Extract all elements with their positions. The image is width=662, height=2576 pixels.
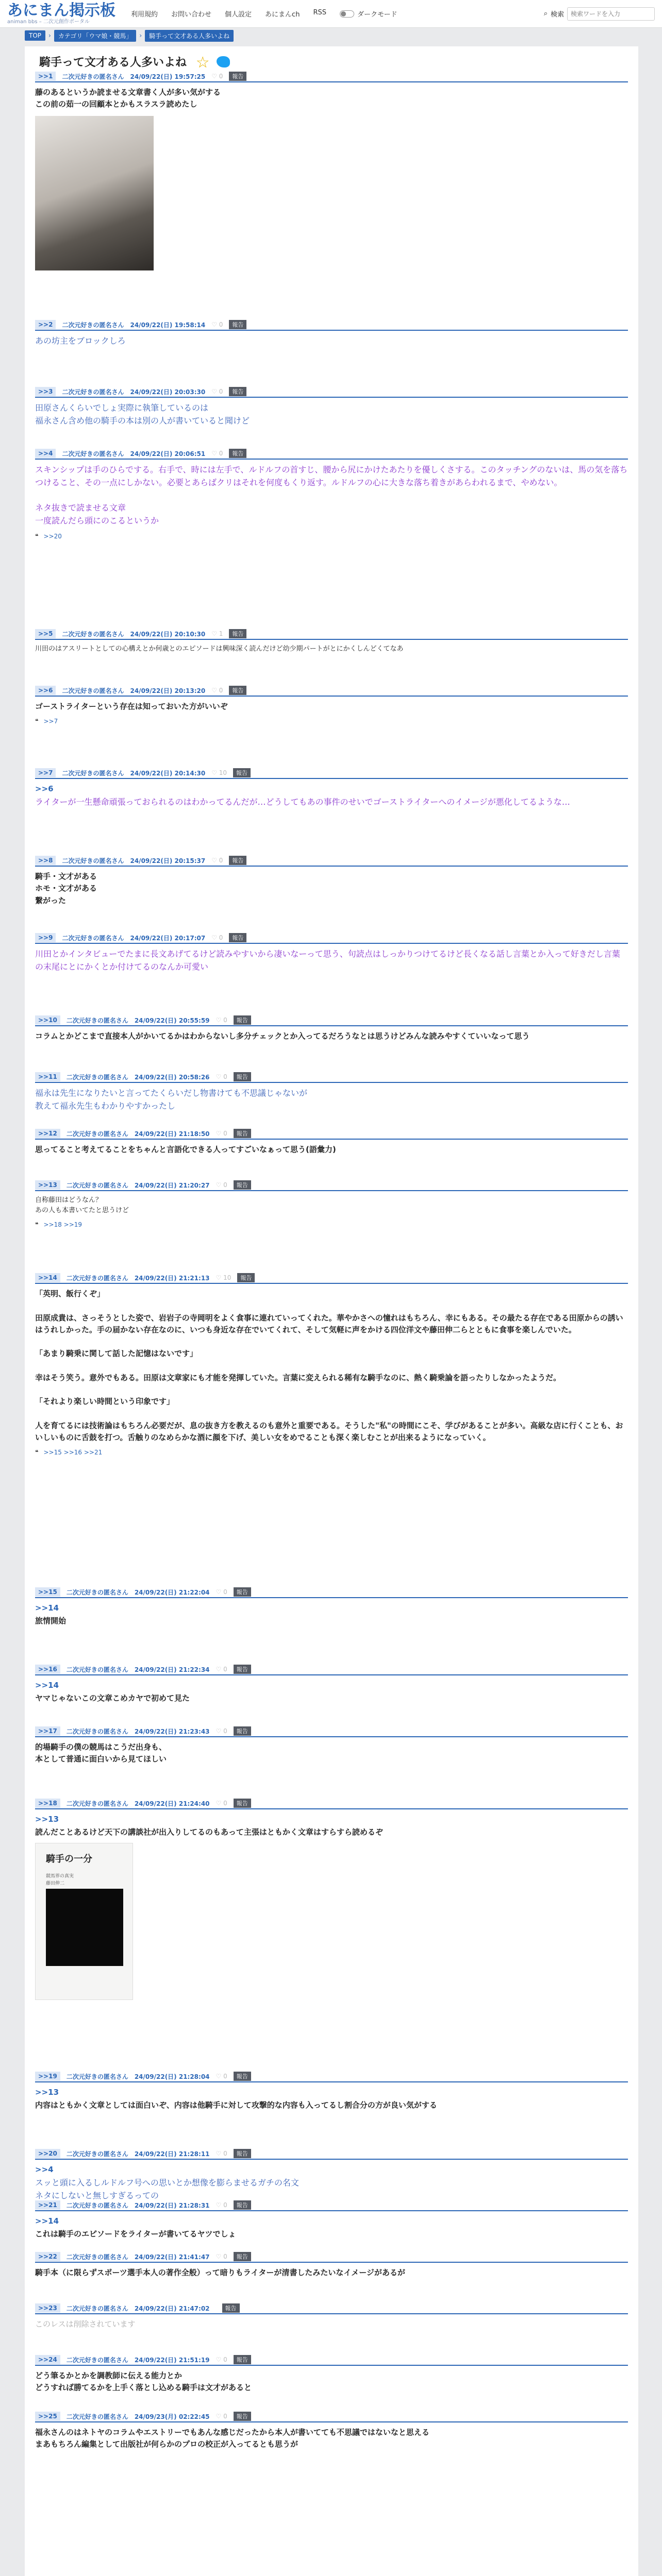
reply-icon: ❝ <box>35 1221 39 1229</box>
post-date: 24/09/22(日) 20:58:26 <box>134 1073 210 1081</box>
like-count[interactable]: ♡ 0 <box>211 857 223 864</box>
dark-mode-label: ダークモード <box>357 11 398 19</box>
reply-link-list[interactable]: >>7 <box>43 718 58 725</box>
post-date: 24/09/22(日) 21:18:50 <box>134 1130 210 1138</box>
post-body: 読んだことあるけど天下の講談社が出入りしてるのもあって主張はともかく文章はすらすら読めるぞ <box>35 1827 383 1837</box>
post-author: 二次元好きの匿名さん <box>66 2201 128 2209</box>
post-date: 24/09/23(月) 02:22:45 <box>134 2413 210 2420</box>
report-button[interactable]: 報告 <box>234 2072 251 2081</box>
post-header <box>35 1798 628 1809</box>
post-body: 的場騎手の僕の競馬はこうだ出身も、 本として普通に面白いから見てほしい <box>35 1742 167 1764</box>
post-body: このレスは削除されています <box>35 2319 136 2329</box>
post-number[interactable]: >>4 <box>35 449 56 458</box>
post-body: 田原さんくらいでしょ実際に執筆しているのは 福永さん含め他の騎手の本は別の人が書いていると聞けど <box>35 403 250 426</box>
nav-rss[interactable]: RSS <box>313 9 326 16</box>
post-author: 二次元好きの匿名さん <box>66 1800 128 1807</box>
post <box>35 1015 628 1042</box>
post-date: 24/09/22(日) 21:21:13 <box>134 1274 210 1282</box>
post <box>35 2354 628 2394</box>
dark-mode-switch[interactable] <box>340 9 397 19</box>
post-number[interactable]: >>9 <box>35 933 56 942</box>
report-button[interactable]: 報告 <box>234 1129 251 1138</box>
post-header <box>35 629 628 640</box>
chevron-right-icon: › <box>48 32 51 39</box>
post-header <box>35 2251 628 2263</box>
post-number[interactable]: >>14 <box>35 1273 60 1282</box>
like-count[interactable]: ♡ 0 <box>216 2253 227 2260</box>
post <box>35 685 628 725</box>
like-count[interactable]: ♡ 10 <box>211 769 227 776</box>
post-body: スッと頭に入るしルドルフ号への思いとか想像を膨らませるガチの名文 ネタにしないと無しすぎるっての <box>35 2178 299 2201</box>
post-body: 福永は先生になりたいと言ってたくらいだし物書けても不思議じゃないが 教えて福永先生もわかりやすかったし <box>35 1088 308 1111</box>
post-body: 川田のはアスリートとしての心構えとか何歳とのエピソードは興味深く読んだけど幼少期パートがとにかくしんどくてなあ <box>35 645 404 653</box>
post-header <box>35 1180 628 1191</box>
like-count[interactable]: ♡ 0 <box>216 1727 227 1735</box>
post-number[interactable]: >>24 <box>35 2355 60 2364</box>
post-body: 自称藤田はどうなん？ あの人も本書いてたと思うけど <box>35 1196 129 1215</box>
post-body: ゴーストライターという存在は知っておいた方がいいぞ <box>35 702 228 711</box>
like-count[interactable]: ♡ 0 <box>216 1181 227 1189</box>
post-number[interactable]: >>23 <box>35 2303 60 2313</box>
report-button[interactable]: 報告 <box>234 2149 251 2158</box>
like-count[interactable]: ♡ 10 <box>216 1274 231 1281</box>
post-header <box>35 448 628 460</box>
logo-title[interactable]: あにまん掲示板 <box>7 1 115 20</box>
post-number[interactable]: >>11 <box>35 1072 60 1081</box>
like-count[interactable]: ♡ 0 <box>211 321 223 328</box>
post <box>35 2303 628 2330</box>
post <box>35 933 628 974</box>
like-count[interactable]: ♡ 0 <box>216 2356 227 2363</box>
like-count[interactable]: ♡ 1 <box>211 630 223 637</box>
report-button[interactable]: 報告 <box>229 856 246 865</box>
reply-links[interactable] <box>35 1221 628 1228</box>
post-number[interactable]: >>12 <box>35 1129 60 1138</box>
post-header <box>35 386 628 398</box>
report-button[interactable]: 報告 <box>234 2200 251 2210</box>
report-button[interactable]: 報告 <box>234 1587 251 1597</box>
post-author: 二次元好きの匿名さん <box>66 2304 128 2312</box>
post-date: 24/09/22(日) 21:28:31 <box>134 2201 210 2209</box>
site-logo[interactable] <box>7 3 115 25</box>
report-button[interactable]: 報告 <box>233 768 251 777</box>
report-button[interactable]: 報告 <box>229 449 246 458</box>
post-date: 24/09/22(日) 20:14:30 <box>130 769 206 777</box>
search-label: 検索 <box>550 11 564 19</box>
logo-subtitle: animan bbs – 二次元創作ポータル <box>7 19 90 25</box>
post-header <box>35 1726 628 1737</box>
like-count[interactable]: ♡ 0 <box>216 1588 227 1596</box>
post-date: 24/09/22(日) 19:58:14 <box>130 321 206 329</box>
post-author: 二次元好きの匿名さん <box>62 769 124 777</box>
book-subtitle: 競馬界の真実 <box>46 1873 74 1879</box>
nav-animanch[interactable]: あにまんch <box>265 11 300 19</box>
post <box>35 2148 628 2202</box>
post <box>35 448 628 540</box>
post-number[interactable]: >>13 <box>35 1180 60 1190</box>
post-body: コラムとかどこまで直接本人がかいてるかはわからないし多分チェックとか入ってるだろうなとは思うけどみんな読みやすくていいなって思う <box>35 1031 530 1041</box>
post-body: 思ってること考えてることをちゃんと言語化できる人ってすごいなぁって思う(語彙力) <box>35 1145 336 1154</box>
post-header <box>35 933 628 944</box>
reply-anchor-link[interactable]: >>13 <box>35 1815 59 1824</box>
report-button[interactable]: 報告 <box>234 2252 251 2261</box>
post-number[interactable]: >>25 <box>35 2412 60 2421</box>
like-count[interactable]: ♡ 0 <box>216 1800 227 1807</box>
post-author: 二次元好きの匿名さん <box>66 1016 128 1024</box>
post-author: 二次元好きの匿名さん <box>62 687 124 694</box>
report-button[interactable]: 報告 <box>234 1015 251 1025</box>
post-number[interactable]: >>3 <box>35 387 56 396</box>
chevron-right-icon: › <box>139 32 142 39</box>
post-header <box>35 685 628 697</box>
search-box <box>544 7 655 21</box>
like-count[interactable]: ♡ 0 <box>216 1073 227 1080</box>
post <box>35 1273 628 1456</box>
favorite-star-icon[interactable]: ☆ <box>195 54 210 72</box>
reply-anchor-link[interactable]: >>14 <box>35 2216 59 2226</box>
post-number[interactable]: >>21 <box>35 2200 60 2210</box>
post-number[interactable]: >>17 <box>35 1726 60 1736</box>
report-button[interactable]: 報告 <box>234 1799 251 1808</box>
twitter-share-icon[interactable] <box>217 56 230 67</box>
like-count[interactable]: ♡ 0 <box>216 1666 227 1673</box>
post-author: 二次元好きの匿名さん <box>66 1274 128 1282</box>
post-author: 二次元好きの匿名さん <box>62 857 124 865</box>
report-button[interactable]: 報告 <box>229 686 246 695</box>
post-author: 二次元好きの匿名さん <box>62 450 124 457</box>
thread-container <box>25 46 638 2576</box>
like-count[interactable]: ♡ 0 <box>211 388 223 395</box>
post-author: 二次元好きの匿名さん <box>62 321 124 329</box>
post-date: 24/09/22(日) 21:51:19 <box>134 2356 210 2364</box>
post-number[interactable]: >>19 <box>35 2072 60 2081</box>
post-header <box>35 2303 628 2314</box>
post-author: 二次元好きの匿名さん <box>66 1588 128 1596</box>
post-header <box>35 1664 628 1675</box>
post <box>35 1726 628 1766</box>
post-body: 「英明、飯行くぞ」 田原成貴は、さっそうとした姿で、岩岩子の寺岡明をよく食事に連れていってくれた。華やかさへの憧れはもちろん、幸にもある。その最たる存在である田原からの誘いはうれしかった。手の届かない存在なのに、いつも身近な存在でいてくれて、そして気軽に声をかける四位洋文や藤田伸二らとともに食事を楽しんでいた。 「あまり騎乗に関して話した記憶はないです」 幸はそう笑う。意外でもある。田原は文章家にも才能を発揮していた。言葉に変えられる稀有な騎手なのに、熱く騎乗論を語ったりしなかったようだ。 「それより楽しい時間という印象です」 人を育てるには技術論はもちろん必要だが、息の抜き方を教えるのも意外と重要である。そうした"私"の時間にこそ、学びがあることが多い。高級な店に行くことも、おいしいものに舌鼓を打つ。舌触りのなめらかな酒に顔を下げ、美しい女をめでることも深く楽しむことが出来るようになっていく。 <box>35 1289 623 1442</box>
breadcrumb-thread[interactable]: 騎手って文才ある人多いよね <box>145 30 234 42</box>
reply-link-list[interactable]: >>18 >>19 <box>43 1221 82 1229</box>
post-date: 24/09/22(日) 20:03:30 <box>130 388 206 396</box>
post-body: 内容はともかく文章としては面白いぞ、内容は他騎手に対して攻撃的な内容も入ってるし割合分の方が良い気がする <box>35 2100 437 2110</box>
search-input[interactable] <box>567 7 655 21</box>
reply-anchor-link[interactable]: >>6 <box>35 784 54 793</box>
post <box>35 1072 628 1113</box>
report-button[interactable]: 報告 <box>222 2303 240 2313</box>
report-button[interactable]: 報告 <box>234 1726 251 1736</box>
post-body: どう筆るかとかを調教師に伝える能力とか どうすれば勝てるかを上手く落とし込める騎手は文才があると <box>35 2371 252 2393</box>
page-title <box>39 54 230 72</box>
search-icon[interactable]: ⌕ <box>543 10 548 18</box>
reply-links[interactable] <box>35 533 628 540</box>
post-author: 二次元好きの匿名さん <box>66 2150 128 2158</box>
post-author: 二次元好きの匿名さん <box>66 1073 128 1081</box>
post-author: 二次元好きの匿名さん <box>66 2073 128 2080</box>
post-date: 24/09/22(日) 21:28:11 <box>134 2150 210 2158</box>
breadcrumb <box>0 28 662 43</box>
reply-link-list[interactable]: >>15 >>16 >>21 <box>43 1449 103 1456</box>
post-number[interactable]: >>6 <box>35 686 56 695</box>
post-date: 24/09/22(日) 21:20:27 <box>134 1181 210 1189</box>
post-number[interactable]: >>5 <box>35 629 56 638</box>
post-date: 24/09/22(日) 21:41:47 <box>134 2253 210 2261</box>
like-count[interactable]: ♡ 0 <box>216 2150 227 2157</box>
post-author: 二次元好きの匿名さん <box>66 1666 128 1673</box>
like-count[interactable]: ♡ 0 <box>216 2073 227 2080</box>
report-button[interactable]: 報告 <box>234 2355 251 2364</box>
report-button[interactable]: 報告 <box>229 387 246 396</box>
post-date: 24/09/22(日) 19:57:25 <box>130 73 206 80</box>
post-author: 二次元好きの匿名さん <box>66 1130 128 1138</box>
post-number[interactable]: >>15 <box>35 1587 60 1597</box>
post-header <box>35 2200 628 2211</box>
post-header <box>35 2411 628 2422</box>
post-date: 24/09/22(日) 20:55:59 <box>134 1016 210 1024</box>
post <box>35 1798 628 2000</box>
post-author: 二次元好きの匿名さん <box>66 2413 128 2420</box>
reply-links[interactable] <box>35 718 628 725</box>
nav-contact[interactable]: お問い合わせ <box>171 11 212 19</box>
post-body: 騎手・文才がある ホモ・文才がある 繋がった <box>35 872 97 905</box>
nav-settings[interactable]: 個人設定 <box>225 11 252 19</box>
report-button[interactable]: 報告 <box>229 72 246 81</box>
post-number[interactable]: >>16 <box>35 1665 60 1674</box>
post-number[interactable]: >>20 <box>35 2149 60 2158</box>
post-number[interactable]: >>18 <box>35 1799 60 1808</box>
like-count[interactable]: ♡ 0 <box>211 687 223 694</box>
post-header <box>35 1587 628 1598</box>
post-date: 24/09/22(日) 21:23:43 <box>134 1727 210 1735</box>
post-date: 24/09/22(日) 21:22:04 <box>134 1588 210 1596</box>
post-body: 旅情開始 <box>35 1616 67 1626</box>
like-count[interactable]: ♡ 0 <box>216 1016 227 1024</box>
post <box>35 2071 628 2112</box>
post <box>35 1180 628 1228</box>
like-count[interactable]: ♡ 0 <box>216 2413 227 2420</box>
post-date: 24/09/22(日) 21:47:02 <box>134 2304 210 2312</box>
post-date: 24/09/22(日) 21:28:04 <box>134 2073 210 2080</box>
reply-anchor-link[interactable]: >>4 <box>35 2165 54 2174</box>
post-author: 二次元好きの匿名さん <box>62 934 124 942</box>
report-button[interactable]: 報告 <box>229 629 246 638</box>
like-count[interactable]: ♡ 0 <box>216 1130 227 1137</box>
post-body: 川田とかインタビューでたまに長文あげてるけど読みやすいから凄いなーって思う、句読点はしっかりつけてるけど長くなる話し言葉とか入って好きだし言葉の末尾にとにかくとか付けてるのなんか可愛い <box>35 949 620 972</box>
report-button[interactable]: 報告 <box>234 2412 251 2421</box>
reply-icon: ❝ <box>35 532 39 540</box>
like-count[interactable]: ♡ 0 <box>211 934 223 941</box>
reply-anchor-link[interactable]: >>14 <box>35 1681 59 1690</box>
book-cover-art <box>46 1889 123 1966</box>
post <box>35 2411 628 2451</box>
post-body: これは騎手のエピソードをライターが書いてるヤツでしょ <box>35 2229 236 2239</box>
post-author: 二次元好きの匿名さん <box>66 1181 128 1189</box>
report-button[interactable]: 報告 <box>229 933 246 942</box>
post <box>35 319 628 348</box>
post-header <box>35 855 628 867</box>
post-body: スキンシップは手のひらでする。右手で、時には左手で、ルドルフの首すじ、腰から尻にかけたあたりを優しくさする。このタッチングのないは、馬の気を落ちつけること、その一点にしかない。必要とあらばクリはそれを何度もくり返す。ルドルフの心に大きな落ち着きがあらわれるまで、やめない。 ネタ抜きで読ませる文章 一度読んだら頭にのこるというか <box>35 465 628 526</box>
post <box>35 1664 628 1705</box>
like-count[interactable]: ♡ 0 <box>216 2201 227 2209</box>
post-image[interactable] <box>35 116 154 270</box>
post-header <box>35 71 628 82</box>
post-author: 二次元好きの匿名さん <box>62 388 124 396</box>
post <box>35 386 628 428</box>
post-date: 24/09/22(日) 21:24:40 <box>134 1800 210 1807</box>
post-body: 藤のあるというか読ませる文章書く人が多い気がする この前の茹一の回顧本とかもスラスラ読めたし <box>35 88 221 109</box>
top-nav <box>131 9 397 19</box>
post-date: 24/09/22(日) 20:17:07 <box>130 934 206 942</box>
post <box>35 629 628 654</box>
like-count[interactable]: ♡ 0 <box>211 73 223 80</box>
post <box>35 2200 628 2241</box>
post-body: あの坊主をブロックしろ <box>35 336 126 346</box>
post-date: 24/09/22(日) 20:15:37 <box>130 857 206 865</box>
report-button[interactable]: 報告 <box>234 1180 251 1190</box>
post-header <box>35 2354 628 2366</box>
reply-anchor-link[interactable]: >>13 <box>35 2088 59 2097</box>
thread-title-text: 騎手って文才ある人多いよね <box>39 56 187 69</box>
reply-link-list[interactable]: >>20 <box>43 532 62 540</box>
post-header <box>35 1072 628 1083</box>
reply-anchor-link[interactable]: >>14 <box>35 1603 59 1613</box>
post-number[interactable]: >>1 <box>35 72 56 81</box>
post-body: ライターが一生懸命頑張っておられるのはわかってるんだが…どうしてもあの事件のせいでゴーストライターへのイメージが悪化してるような… <box>35 797 570 807</box>
post-number[interactable]: >>7 <box>35 768 56 777</box>
post <box>35 1128 628 1156</box>
like-count[interactable]: ♡ 0 <box>211 450 223 457</box>
post-date: 24/09/22(日) 20:06:51 <box>130 450 206 457</box>
report-button[interactable]: 報告 <box>234 1665 251 1674</box>
post <box>35 855 628 907</box>
post-author: 二次元好きの匿名さん <box>62 630 124 638</box>
breadcrumb-top[interactable]: TOP <box>25 30 45 41</box>
post <box>35 71 628 270</box>
post-header <box>35 319 628 331</box>
reply-links[interactable] <box>35 1449 628 1456</box>
post-body: 騎手本（に限らずスポーツ選手本人の著作全般）って暗りもライターが清書したみたいなイメージがあるが <box>35 2268 405 2277</box>
reply-icon: ❝ <box>35 1449 39 1456</box>
post-number[interactable]: >>10 <box>35 1015 60 1025</box>
nav-terms[interactable]: 利用規約 <box>131 11 158 19</box>
book-author: 藤田伸二 <box>46 1880 65 1886</box>
report-button[interactable]: 報告 <box>229 320 246 329</box>
post-header <box>35 2148 628 2160</box>
site-header <box>0 0 662 28</box>
post-number[interactable]: >>2 <box>35 320 56 329</box>
post-author: 二次元好きの匿名さん <box>66 1727 128 1735</box>
post-header <box>35 768 628 779</box>
post-header <box>35 1015 628 1026</box>
post-header <box>35 1128 628 1140</box>
breadcrumb-category[interactable]: カテゴリ「ウマ娘・競馬」 <box>54 30 137 42</box>
post-author: 二次元好きの匿名さん <box>66 2253 128 2261</box>
report-button[interactable]: 報告 <box>234 1072 251 1081</box>
post-author: 二次元好きの匿名さん <box>66 2356 128 2364</box>
post-header <box>35 1273 628 1284</box>
post-number[interactable]: >>8 <box>35 856 56 865</box>
post-date: 24/09/22(日) 20:13:20 <box>130 687 206 694</box>
post-author: 二次元好きの匿名さん <box>62 73 124 80</box>
post <box>35 768 628 809</box>
book-cover-image[interactable] <box>35 1843 133 2000</box>
reply-icon: ❝ <box>35 718 39 725</box>
toggle-icon[interactable] <box>340 10 354 18</box>
post-date: 24/09/22(日) 20:10:30 <box>130 630 206 638</box>
post-body: ヤマじゃないこの文章こめカヤで初めて見た <box>35 1693 190 1703</box>
book-title: 騎手の一分 <box>46 1853 92 1865</box>
post-header <box>35 2071 628 2082</box>
post-number[interactable]: >>22 <box>35 2252 60 2261</box>
post <box>35 1587 628 1628</box>
post <box>35 2251 628 2279</box>
post-date: 24/09/22(日) 21:22:34 <box>134 1666 210 1673</box>
post-body: 福永さんのはネトヤのコラムやエストリーでもあんな感じだったから本人が書いてても不思議ではないなと思える まあもちろん編集として出版社が何らかのプロの校正が入ってるとも思うが <box>35 2428 429 2449</box>
report-button[interactable]: 報告 <box>237 1273 255 1282</box>
